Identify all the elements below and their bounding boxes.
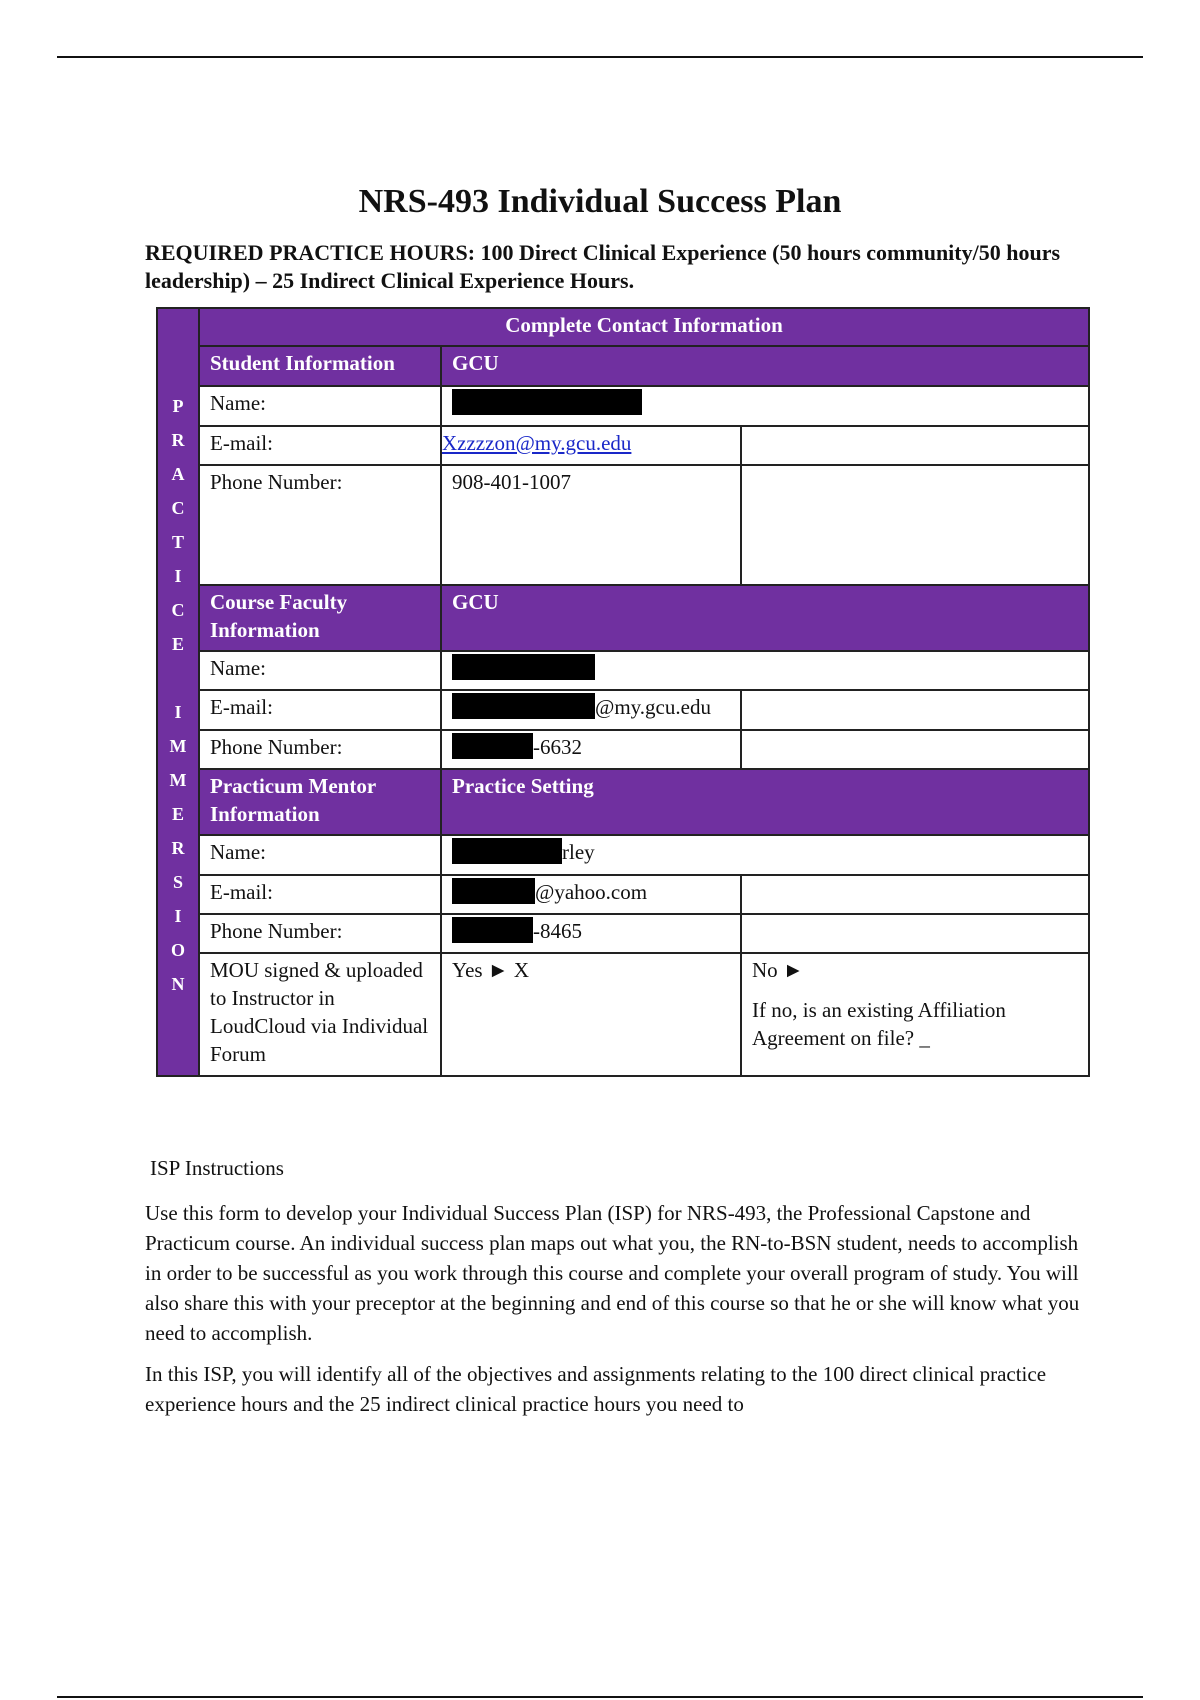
mou-label: MOU signed & uploaded to Instructor in LoudCloud via Individual Forum <box>199 953 441 1076</box>
student-email-cell <box>441 426 741 465</box>
practice-immersion-sidebar <box>157 308 199 1076</box>
affiliation-question: If no, is an existing Affiliation Agreement on file? _ <box>752 998 1006 1051</box>
side-letter: I <box>174 566 182 586</box>
side-letter: T <box>171 532 184 552</box>
faculty-email-suffix: @my.gcu.edu <box>595 695 711 720</box>
side-letter: I <box>174 702 182 722</box>
mentor-name-suffix: rley <box>562 840 595 865</box>
mentor-email-label: E-mail: <box>199 875 441 914</box>
empty-cell <box>741 730 1089 769</box>
empty-cell <box>741 465 1089 585</box>
contact-information-table <box>156 307 1090 1077</box>
mentor-phone-value <box>441 914 741 953</box>
mou-no-cell <box>741 953 1089 1076</box>
document-title: NRS-493 Individual Success Plan <box>358 183 842 220</box>
faculty-info-header: Course Faculty Information <box>199 585 441 651</box>
isp-instructions-heading: ISP Instructions <box>150 1156 284 1180</box>
mentor-phone-label: Phone Number: <box>199 914 441 953</box>
mentor-email-value <box>441 875 741 914</box>
practice-setting-header: Practice Setting <box>441 769 1089 835</box>
mentor-name-label: Name: <box>199 835 441 874</box>
instructions-paragraph-1: Use this form to develop your Individual Success Plan (ISP) for NRS-493, the Professional Capstone and Practicum course. An individual success plan maps out what you, the RN-to-BSN student, needs to accomplish in order to be successful as you work through this course and complete your overall program of study. You will also share this with your preceptor at the beginning and end of this course so that he or she will know what you need to accomplish. <box>145 1201 1080 1345</box>
student-email-label: E-mail: <box>199 426 441 465</box>
faculty-phone-value <box>441 730 741 769</box>
side-letter: C <box>171 600 185 620</box>
student-phone-value: 908-401-1007 <box>441 465 741 585</box>
faculty-email-value <box>441 690 741 729</box>
side-letter: I <box>174 906 182 926</box>
mou-yes: Yes ► X <box>441 953 741 1076</box>
side-letter: S <box>172 872 183 892</box>
side-letter: M <box>169 770 187 790</box>
mentor-email-suffix: @yahoo.com <box>535 879 648 904</box>
faculty-phone-suffix: -6632 <box>533 734 582 759</box>
footer-rule <box>57 1696 1143 1698</box>
empty-cell <box>741 875 1089 914</box>
redaction-bar <box>452 733 533 759</box>
header-rule <box>57 56 1143 58</box>
instructions-paragraph-2: In this ISP, you will identify all of the objectives and assignments relating to the 100 direct clinical practice experience hours and the 25 indirect clinical practice hours you need to <box>145 1362 1047 1416</box>
redaction-bar <box>452 878 535 904</box>
faculty-phone-label: Phone Number: <box>199 730 441 769</box>
side-letter: M <box>169 736 187 756</box>
mentor-info-header: Practicum Mentor Information <box>199 769 441 835</box>
redaction-bar <box>452 838 562 864</box>
side-letter: A <box>171 464 185 484</box>
faculty-email-label: E-mail: <box>199 690 441 729</box>
mou-no: No ► <box>752 958 804 983</box>
required-hours-text: REQUIRED PRACTICE HOURS: 100 Direct Clinical Experience (50 hours community/50 hours leadership) – 25 Indirect Clinical Experience Hours. <box>145 240 1061 293</box>
side-letter: P <box>172 396 184 416</box>
mentor-phone-suffix: -8465 <box>533 918 582 943</box>
student-name-value <box>441 386 1089 425</box>
redaction-bar <box>452 389 642 415</box>
faculty-name-value <box>441 651 1089 690</box>
side-letter: O <box>170 940 185 960</box>
student-name-label: Name: <box>199 386 441 425</box>
side-letter: E <box>171 634 184 654</box>
side-letter: R <box>171 430 185 450</box>
side-letter: N <box>171 974 185 994</box>
complete-contact-banner: Complete Contact Information <box>199 308 1089 346</box>
redaction-bar <box>452 917 533 943</box>
empty-cell <box>741 914 1089 953</box>
student-email-link[interactable]: Xzzzzon@my.gcu.edu <box>442 430 632 455</box>
faculty-name-label: Name: <box>199 651 441 690</box>
student-phone-label: Phone Number: <box>199 465 441 585</box>
side-letter: C <box>171 498 185 518</box>
side-letter: R <box>171 838 185 858</box>
side-letter: E <box>171 804 184 824</box>
mentor-name-value <box>441 835 1089 874</box>
empty-cell <box>741 426 1089 465</box>
student-info-header: Student Information <box>199 346 441 386</box>
redaction-bar <box>452 654 595 680</box>
student-org: GCU <box>441 346 1089 386</box>
faculty-org: GCU <box>441 585 1089 651</box>
redaction-bar <box>452 693 595 719</box>
empty-cell <box>741 690 1089 729</box>
